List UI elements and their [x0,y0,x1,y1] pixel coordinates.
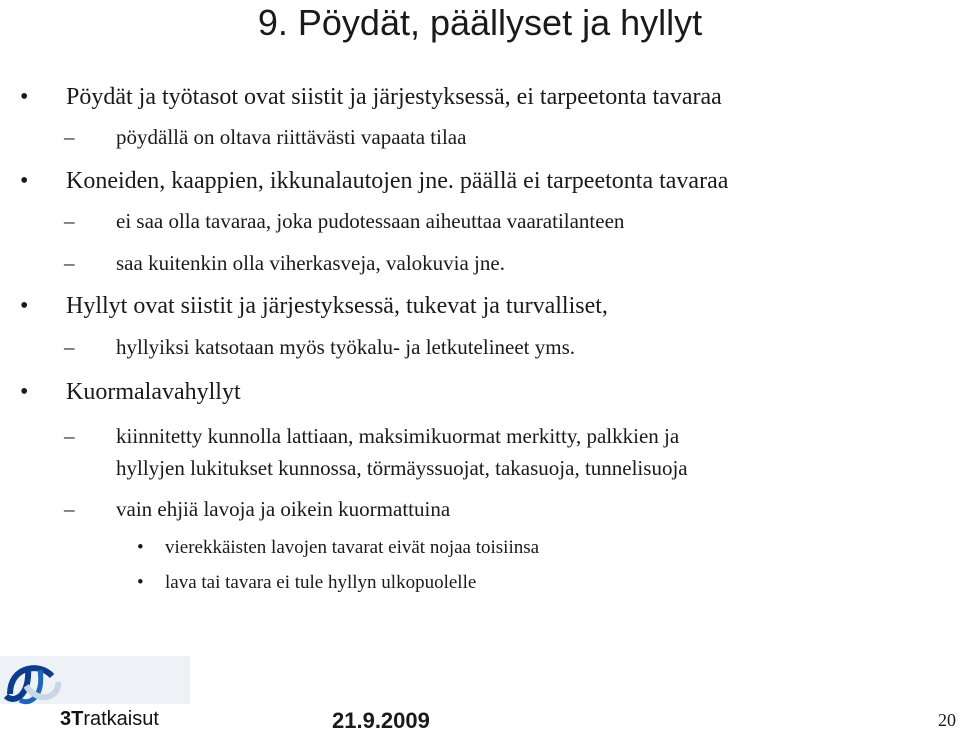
sub-sub-bullet-text: vierekkäisten lavojen tavarat eivät nojaa toisiinsa [165,537,540,558]
sub-sub-bullet-item [137,536,540,560]
sub-bullet-item [64,334,576,360]
dash-icon: – [64,335,75,359]
dash-icon: – [64,424,75,448]
bullet-dot-icon: • [20,84,29,110]
footer-date: 21.9.2009 [332,708,430,733]
sub-bullet-item [64,124,467,150]
dash-icon: – [64,251,75,275]
bullet-text: Hyllyt ovat siistit ja järjestyksessä, tukevat ja turvalliset, [66,293,608,319]
sub-bullet-item [64,496,451,522]
bullet-dot-icon: • [20,293,29,319]
bullet-item [20,291,608,321]
dash-icon: – [64,125,75,149]
bullet-dot-icon: • [20,168,29,194]
sub-bullet-text: kiinnitetty kunnolla lattiaan, maksimikuormat merkitty, palkkien ja [116,424,680,448]
sub-bullet-text: saa kuitenkin olla viherkasveja, valokuvia jne. [116,251,505,275]
bullet-item [20,166,729,196]
bullet-item [20,377,241,407]
sub-sub-bullet-item [137,571,477,595]
bullet-dot-icon: • [137,537,144,558]
dash-icon: – [64,497,75,521]
sub-bullet-item [64,250,505,276]
sub-bullet-text: hyllyjen lukitukset kunnossa, törmäyssuojat, takasuoja, tunnelisuoja [116,456,688,480]
bullet-item [20,82,722,112]
bullet-text: Kuormalavahyllyt [66,379,241,405]
bullet-text: Pöydät ja työtasot ovat siistit ja järjestyksessä, ei tarpeetonta tavaraa [66,84,722,110]
sub-bullet-item [64,423,680,449]
sub-bullet-item [64,208,625,234]
dash-icon: – [64,209,75,233]
sub-sub-bullet-text: lava tai tavara ei tule hyllyn ulkopuolelle [165,572,477,593]
sub-bullet-text: hyllyiksi katsotaan myös työkalu- ja letkutelineet yms. [116,335,576,359]
sub-bullet-text: pöydällä on oltava riittävästi vapaata tilaa [116,125,467,149]
sub-bullet-continuation [116,455,688,481]
bullet-text: Koneiden, kaappien, ikkunalautojen jne. päällä ei tarpeetonta tavaraa [66,168,729,194]
page-number: 20 [938,710,956,730]
bullet-dot-icon: • [137,572,144,593]
sub-bullet-text: vain ehjiä lavoja ja oikein kuormattuina [116,497,451,521]
bullet-dot-icon: • [20,379,29,405]
brand-name: 3Tratkaisut [60,708,159,730]
slide-title: 9. Pöydät, päällyset ja hyllyt [257,2,703,43]
sub-bullet-text: ei saa olla tavaraa, joka pudotessaan aiheuttaa vaaratilanteen [116,209,625,233]
